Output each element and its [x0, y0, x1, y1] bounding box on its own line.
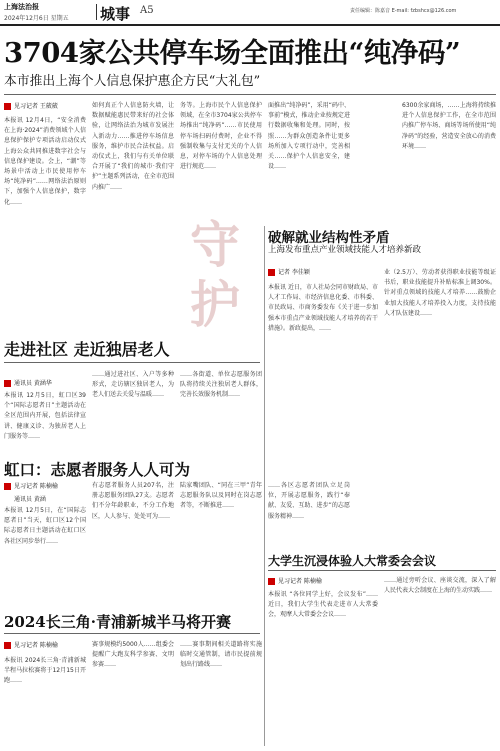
article1-col5: 6300余家商场，……上海将持续推进个人信息保护工作，在全市范围内推广停车场、商场等场所使用“纯净码”的经验，营造安全放心的消费环境…… — [402, 102, 496, 150]
article3-title: 走进社区 走近独居老人 — [4, 340, 170, 359]
article2-byline-text: 记者 李佳颖 — [278, 269, 310, 276]
byline-marker-icon — [268, 269, 275, 276]
article5-rule — [268, 570, 496, 571]
article1-title: 3704家公共停车场全面推出“纯净码” — [4, 37, 461, 69]
byline-marker-icon — [4, 642, 11, 649]
masthead — [0, 0, 500, 26]
article4-byline1 — [4, 481, 58, 490]
article6-byline — [4, 640, 58, 649]
article4-col3: 陆家嘴团队、“同在三甲”青年志愿服务队以及同时在岗志愿者等，不断推进…… — [180, 482, 262, 510]
article1-subtitle: 本市推出上海个人信息保护惠企方民“大礼包” — [4, 74, 261, 89]
article6-byline-text: 见习记者 陈楠榆 — [14, 642, 58, 649]
article5-byline — [268, 576, 322, 585]
article5-byline-text: 见习记者 陈楠榆 — [278, 578, 322, 585]
article3-byline-text: 通讯员 黄涵华 — [14, 380, 52, 387]
article2-title: 破解就业结构性矛盾 — [268, 230, 390, 246]
article4-col2: 有志愿者服务人员207名，注册志愿服务团队27支。志愿者们不分年龄职业，不分工作地区，人人参与、处处可为…… — [92, 482, 174, 520]
section-divider — [96, 4, 97, 20]
column-divider — [264, 226, 265, 746]
article1-col2: 如何真正个人信息防火墙，让数据赋能惠民带来好的社会体验，让网络法治为城市发展注入新动力……推进停车场信息服务，维护市民合法权益。启动仪式上，我们与有关单位联合开展了“我们的城市·我们守护”主题系列活动，在全市范围内推广…… — [92, 102, 174, 191]
article1-byline-text: 见习记者 王葳葳 — [14, 103, 58, 110]
article4-title: 虹口：志愿者服务人人可为 — [4, 460, 191, 479]
article1-rule — [4, 94, 496, 95]
date-line: 2024年12月6日 星期五 — [4, 15, 69, 22]
article5-col2: ……通过旁听会议、座谈交流，深入了解人民代表大会制度在上海的生动实践…… — [384, 577, 496, 595]
article3-byline — [4, 378, 52, 387]
article6-col3: ……赛事期间相关道路将实施临时交通管制，请市民提前规划出行路线…… — [180, 641, 262, 669]
article1-byline — [4, 101, 58, 110]
page-number: A5 — [140, 5, 154, 16]
section-label: 城事 — [100, 5, 131, 23]
article3-rule — [4, 362, 260, 363]
article3-col3: ……各街道、单位志愿服务团队将持续关注独居老人群体，完善长效服务机制…… — [180, 371, 262, 399]
masthead-rule — [0, 24, 500, 26]
article6-col2: 赛事规模约5000人……组委会提醒广大跑友科学参赛、文明参赛…… — [92, 641, 174, 669]
article1-col4: 面推出“纯净码”，采用“码中、事前”模式，推动企业按规定进行数据收集和处理。同时，按照……为群众创造条件让更多场所加入专项行动中，完善相关……保护个人信息安全，建设…… — [268, 102, 350, 171]
article2-col2: 业（2.5万）、劳动者获得职业技能等级证书后，职业技能提升补贴标准上调30%。针对重点领域的技能人才培养……鼓励企业加大技能人才培养投入力度，支持技能人才队伍建设…… — [384, 269, 496, 317]
editor-line: 责任编辑：陈嘉音 E-mail: fzbshcx@126.com — [350, 8, 457, 14]
article6-rule — [4, 633, 260, 634]
paper-name: 上海法治报 — [4, 2, 39, 11]
article6-title: 2024长三角·青浦新城半马将开赛 — [4, 613, 231, 631]
article1-col3: 务等。上海市民个人信息保护领域，在全市3704家公共停车场推出“纯净码”……市民使用停车场扫码付费时，企业不得强制收集与支付无关的个人信息，对停车场的个人信息处理进行规范…… — [180, 102, 262, 171]
article5-col1: 本报讯 “各位同学上好，会议发布”……近日，我们大学生代表走进市人大常委会，观摩人大常委会会议…… — [268, 591, 378, 619]
article4-col4: ……各区志愿者团队立足岗位，开展志愿服务，践行“奉献、友爱、互助、进步”的志愿服务精神…… — [268, 482, 350, 520]
article1-col1: 本报讯 12月4日，“安全消费在上海·2024”消费领域个人信息保护保护专项活动启动仪式上海公众共同推进数字社会与信息保护建设。会上，“潮”等场景中活动上市民使用停车场“纯净码”……网络法治原则下，加强个人信息保护，数字化…… — [4, 117, 86, 206]
article4-col1: 本报讯 12月5日，在“国际志愿者日”当天，虹口区12个国际志愿者日主题活动在虹口区各社区同步举行…… — [4, 507, 86, 545]
article2-col1: 本报讯 近日，市人社局会同市财政局、市人才工作局、市经济信息化委、市科委、市民政局、市商务委发布《关于进一步加强本市重点产业领域技能人才培养的若干措施》。新政提出，…… — [268, 284, 378, 332]
byline-marker-icon — [4, 103, 11, 110]
article1-stamp-graphic: 守护 — [190, 215, 240, 334]
article6-col1: 本报讯 2024长三角·青浦新城半程马拉松赛将于12月15日开跑…… — [4, 657, 86, 685]
byline-marker-icon — [4, 380, 11, 387]
article3-col2: ……通过进社区、入户等多种形式，走访辖区独居老人，为老人们送去关爱与温暖…… — [92, 371, 174, 399]
article2-subtitle: 上海发布重点产业领域技能人才培养新政 — [268, 245, 422, 255]
article3-col1: 本报讯 12月5日，虹口区39个“国际志愿者日”主题活动在全区范围内开展，包括法律宣讲、健康义诊、为独居老人上门服务等…… — [4, 392, 86, 440]
byline-marker-icon — [268, 578, 275, 585]
article2-byline — [268, 267, 310, 276]
article4-byline2: 通讯员 黄涵 — [14, 496, 46, 503]
byline-marker-icon — [4, 483, 11, 490]
article5-title: 大学生沉浸体验人大常委会会议 — [268, 554, 437, 568]
article4-byline1-text: 见习记者 陈楠榆 — [14, 483, 58, 490]
